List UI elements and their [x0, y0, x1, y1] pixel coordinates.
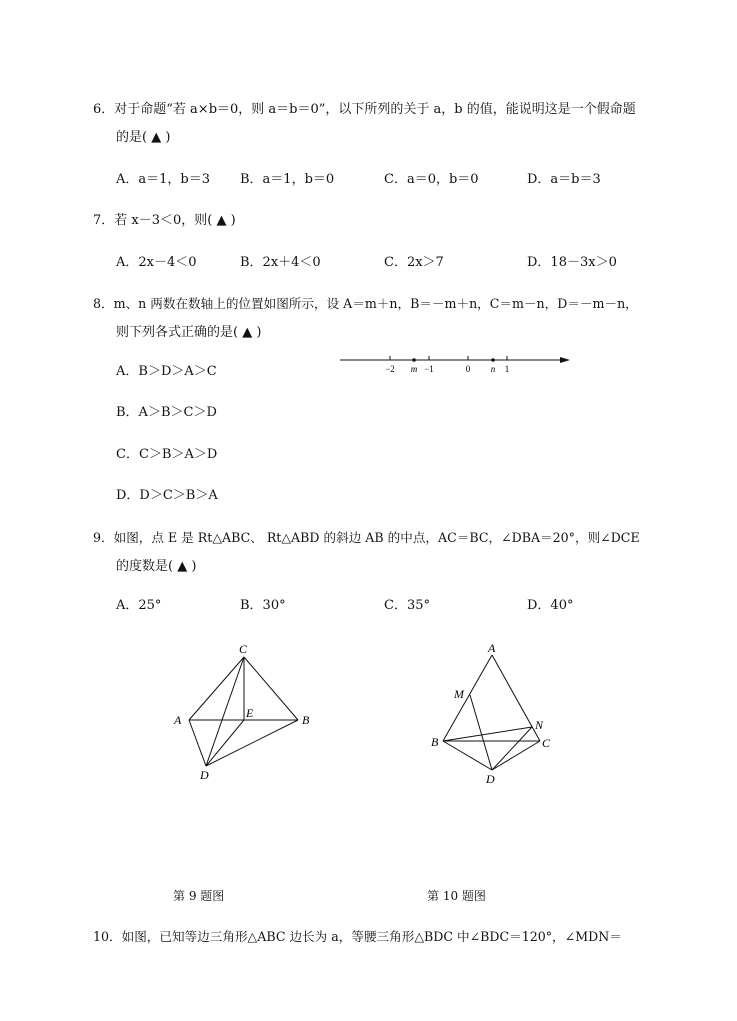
- fig9-label-c: C: [239, 642, 248, 656]
- figure-9-caption: 第 9 题图: [173, 889, 225, 903]
- fig10-label-m: M: [454, 687, 464, 701]
- q6-option-b: B．a＝1，b＝0: [240, 172, 335, 187]
- q7-option-a: A．2x－4＜0: [116, 255, 197, 270]
- figure-10: [428, 640, 558, 790]
- q7-option-c: C．2x＞7: [384, 255, 444, 270]
- fig9-label-e: E: [246, 706, 254, 720]
- q6-stem-line1: 6．对于命题“若 a×b＝0，则 a＝b＝0”，以下所列的关于 a，b 的值，能说明这是一个假命题: [93, 102, 636, 117]
- q6-option-d: D．a＝b＝3: [527, 172, 601, 187]
- q9-stem-line2: 的度数是( ▲ ): [116, 559, 197, 574]
- q9-option-d: D．40°: [527, 598, 574, 613]
- q8-stem-line1: 8．m、n 两数在数轴上的位置如图所示，设 A＝m＋n，B＝－m＋n，C＝m－n，D＝－m－n，: [93, 296, 638, 311]
- tick-label-0: 0: [465, 364, 471, 374]
- q6-option-a: A．a＝1，b＝3: [116, 172, 211, 187]
- fig9-label-a: A: [174, 713, 182, 727]
- q7-option-b: B．2x＋4＜0: [240, 255, 321, 270]
- tick-label-neg2: −2: [385, 364, 395, 374]
- q9-stem-line1: 9．如图，点 E 是 Rt△ABC、 Rt△ABD 的斜边 AB 的中点，AC＝BC，∠DBA＝20°，则∠DCE: [93, 530, 640, 545]
- tick-label-m: m: [410, 364, 418, 374]
- fig9-label-d: D: [200, 768, 209, 782]
- figure-10-caption: 第 10 题图: [427, 889, 486, 903]
- figure-9: [168, 640, 323, 785]
- q9-option-a: A．25°: [116, 598, 162, 613]
- q10-stem-line1: 10．如图，已知等边三角形△ABC 边长为 a，等腰三角形△BDC 中∠BDC＝120°，∠MDN＝: [93, 929, 622, 944]
- fig9-label-b: B: [302, 713, 310, 727]
- q6-stem-line2: 的是( ▲ ): [116, 130, 171, 145]
- fig10-label-a: A: [488, 641, 496, 655]
- fig10-label-b: B: [431, 735, 439, 749]
- q8-option-d: D．D＞C＞B＞A: [116, 488, 218, 503]
- q8-stem-line2: 则下列各式正确的是( ▲ ): [116, 325, 262, 340]
- q9-option-b: B．30°: [240, 598, 286, 613]
- fig10-label-d: D: [486, 772, 495, 786]
- tick-label-1: 1: [504, 364, 510, 374]
- q7-option-d: D．18－3x＞0: [527, 255, 617, 270]
- q8-option-c: C．C＞B＞A＞D: [116, 447, 218, 462]
- q9-option-c: C．35°: [384, 598, 430, 613]
- number-line: [338, 350, 573, 378]
- q7-stem: 7．若 x－3＜0，则( ▲ ): [93, 213, 236, 228]
- q8-option-a: A．B＞D＞A＞C: [116, 364, 217, 379]
- q6-option-c: C．a＝0，b＝0: [384, 172, 479, 187]
- fig10-label-n: N: [535, 718, 544, 732]
- fig10-label-c: C: [542, 736, 551, 750]
- q8-option-b: B．A＞B＞C＞D: [116, 405, 217, 420]
- tick-label-n: n: [490, 364, 496, 374]
- tick-label-neg1: −1: [424, 364, 434, 374]
